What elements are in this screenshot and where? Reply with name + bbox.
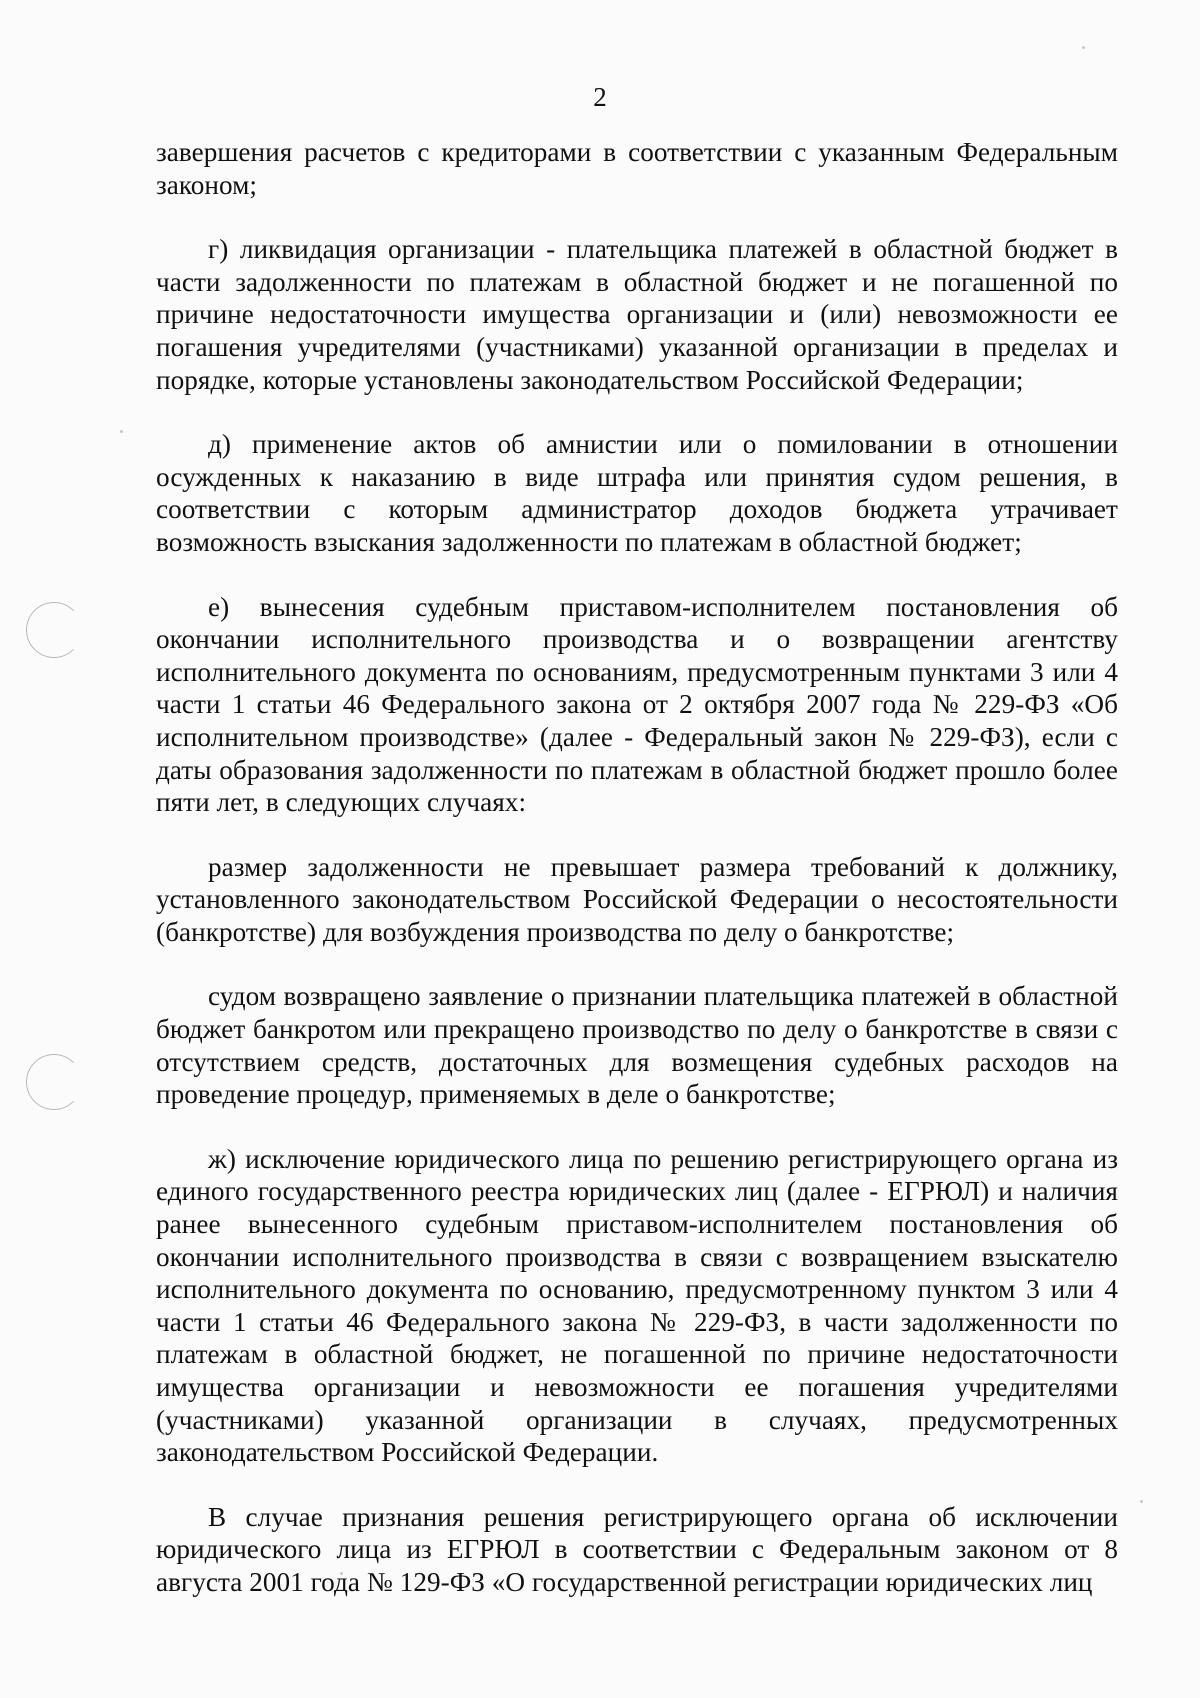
paragraph-gap [156,559,1118,591]
paragraph-case-bankruptcy: судом возвращено заявление о признании плательщика платежей в областной бюджет банкротом или прекращено производство по делу о банкротстве в связи с отсутствием средств, достаточных для возмещения судебных расходов на проведение процедур, применяемых в деле о банкротстве; [156,981,1118,1110]
scan-speck [1140,1500,1143,1503]
paragraph-gap [156,948,1118,980]
paragraph-gap [156,1469,1118,1501]
paragraph-item-zh: ж) исключение юридического лица по решению регистрирующего органа из единого государственного реестра юридических лиц (далее - ЕГРЮЛ) и наличия ранее вынесенного судебным приставом-исполнителем постановления об окончании исполнительного производства в связи с возвращением взыскателю исполнительного документа по основанию, предусмотренному пунктом 3 или 4 части 1 статьи 46 Федерального закона № 229-ФЗ, в части задолженности по платежам в областной бюджет, не погашенной по причине недостаточности имущества организации и невозможности ее погашения учредителями (участниками) указанной организации в случаях, предусмотренных законодательством Российской Федерации. [156,1143,1118,1468]
paragraph-item-d: д) применение актов об амнистии или о помиловании в отношении осужденных к наказанию в виде штрафа или принятия судом решения, в соответствии с которым администратор доходов бюджета утрачивает возможность взыскания задолженности по платежам в областной бюджет; [156,429,1118,557]
page-number: 2 [593,82,607,112]
paragraph-gap [156,201,1118,233]
paragraph-item-e: е) вынесения судебным приставом-исполнителем постановления об окончании исполнительного производства и о возвращении агентству исполнительного документа по основаниям, предусмотренным пунктами 3 или 4 части 1 статьи 46 Федерального закона от 2 октября 2007 года № 229-ФЗ «Об исполнительном производстве» (далее - Федеральный закон № 229-ФЗ), если с даты образования задолженности по платежам в областной бюджет прошло более пяти лет, в следующих случаях: [156,591,1118,818]
paragraph-gap [156,819,1118,851]
paragraph-case-debt-size: размер задолженности не превышает размера требований к должнику, установленного законодательством Российской Федерации о несостоятельности (банкротстве) для возбуждения производства по делу о банкротстве; [156,851,1118,947]
paragraph-item-g: г) ликвидация организации - плательщика платежей в областной бюджет в части задолженности по платежам в областной бюджет и не погашенной по причине недостаточности имущества организации и (или) невозможности ее погашения учредителями (участниками) указанной организации в пределах и порядке, которые установлены законодательством Российской Федерации; [156,234,1118,395]
paragraph-continuation: завершения расчетов с кредиторами в соответствии с указанным Федеральным законом; [156,137,1118,200]
paragraph-gap [156,1111,1118,1143]
scan-speck [1082,46,1085,49]
punch-hole-mark [26,1054,82,1110]
document-body [156,136,1118,1599]
punch-hole-mark [26,602,82,658]
scan-speck [120,430,123,433]
paragraph-egrul-case: В случае признания решения регистрирующего органа об исключении юридического лица из ЕГРЮЛ в соответствии с Федеральным законом от 8 августа 2001 года № 129-ФЗ «О государственной регистрации юридических лиц [156,1501,1118,1597]
paragraph-gap [156,396,1118,428]
